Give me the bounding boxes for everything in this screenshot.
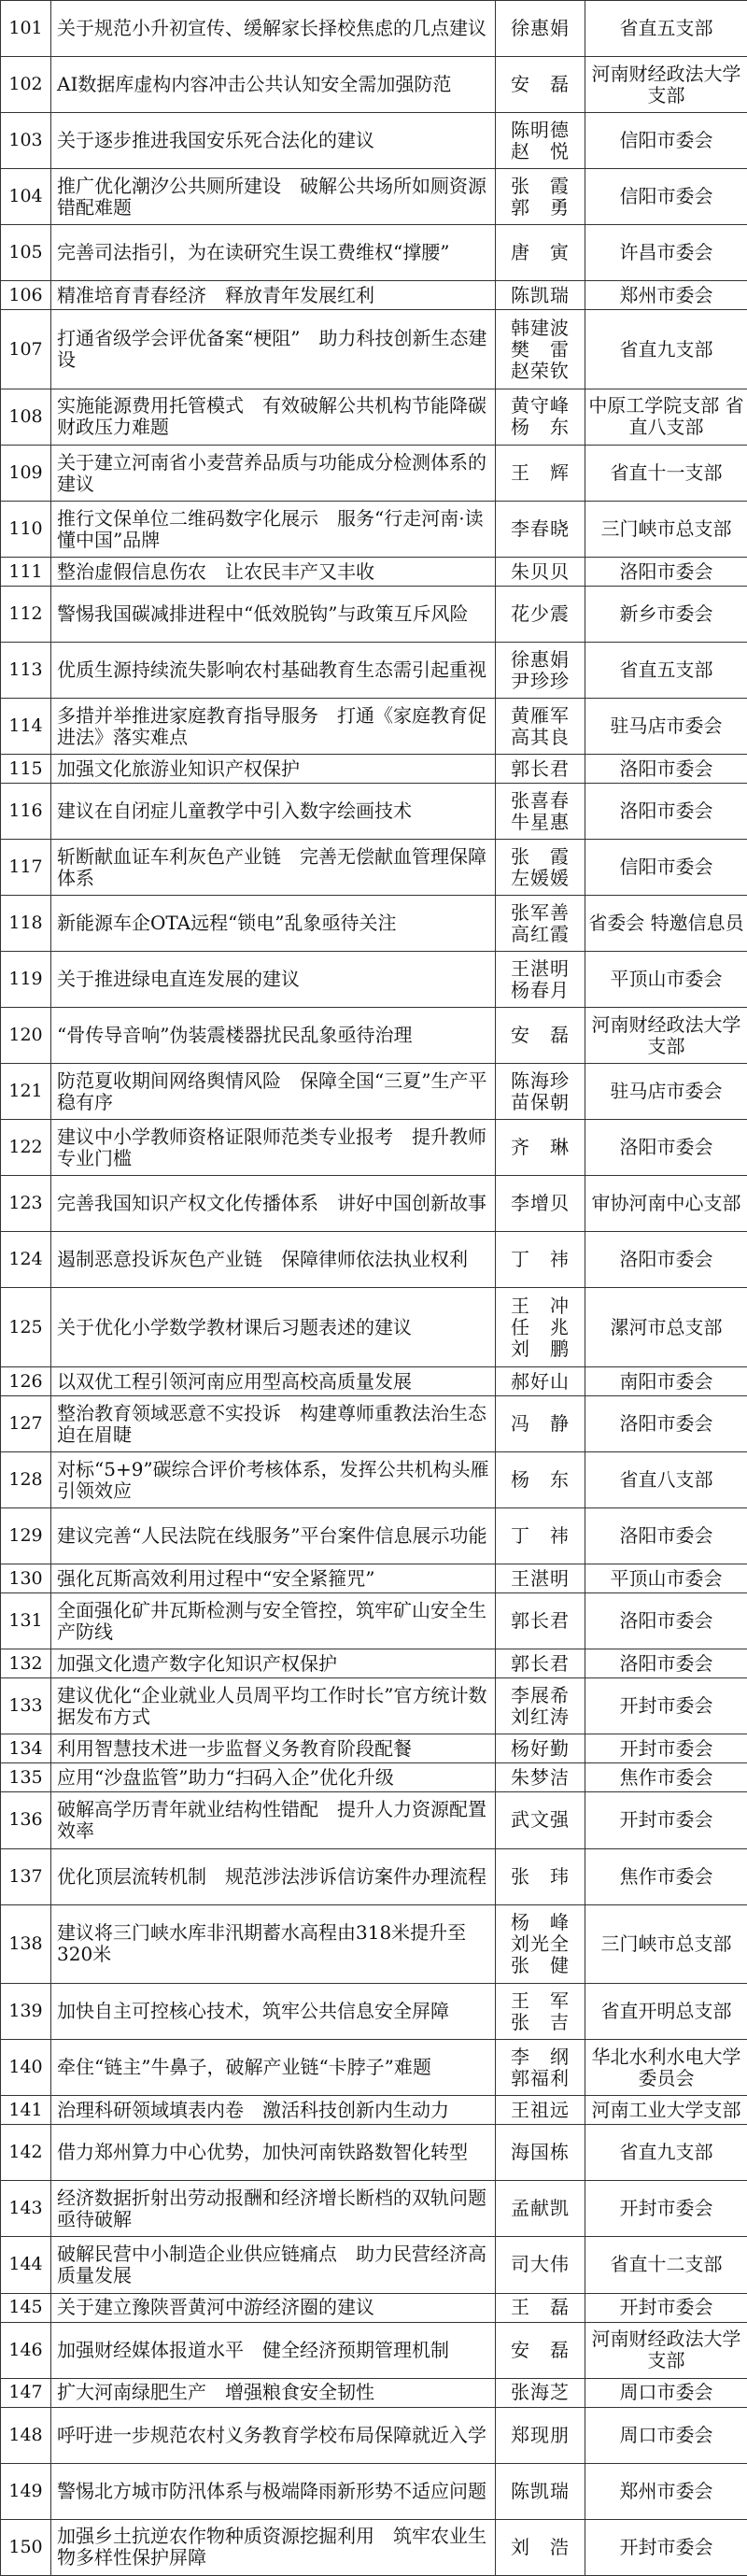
table-row <box>1 952 747 1008</box>
proposal-unit: 洛阳市委会 <box>585 1649 747 1678</box>
row-number: 123 <box>1 1176 51 1232</box>
row-number: 135 <box>1 1763 51 1792</box>
proposal-unit: 平顶山市委会 <box>585 1564 747 1593</box>
proposal-title: 多措并举推进家庭教育指导服务 打通《家庭教育促进法》落实难点 <box>51 699 496 755</box>
proposal-unit: 洛阳市委会 <box>585 1232 747 1288</box>
proposal-author: 郑现朋 <box>496 2407 585 2463</box>
proposal-unit: 南阳市委会 <box>585 1367 747 1396</box>
proposal-author: 花少震 <box>496 587 585 643</box>
table-row <box>1 2463 747 2519</box>
row-number: 146 <box>1 2322 51 2378</box>
table-row <box>1 1120 747 1176</box>
row-number: 122 <box>1 1120 51 1176</box>
row-number: 142 <box>1 2125 51 2181</box>
row-number: 112 <box>1 587 51 643</box>
proposal-title: 加强文化遗产数字化知识产权保护 <box>51 1649 496 1678</box>
proposal-author: 杨 东 <box>496 1452 585 1508</box>
row-number: 107 <box>1 310 51 389</box>
row-number: 116 <box>1 784 51 840</box>
table-row <box>1 2407 747 2463</box>
proposal-unit: 郑州市委会 <box>585 2463 747 2519</box>
table-row <box>1 784 747 840</box>
proposal-author: 朱贝贝 <box>496 558 585 587</box>
table-row <box>1 2293 747 2322</box>
row-number: 138 <box>1 1904 51 1984</box>
table-row <box>1 1649 747 1678</box>
row-number: 119 <box>1 952 51 1008</box>
row-number: 131 <box>1 1593 51 1649</box>
proposal-title: 警惕我国碳减排进程中“低效脱钩”与政策互斥风险 <box>51 587 496 643</box>
proposal-author: 陈明德 赵 悦 <box>496 113 585 169</box>
proposal-unit: 洛阳市委会 <box>585 1508 747 1564</box>
row-number: 132 <box>1 1649 51 1678</box>
table-row <box>1 1 747 57</box>
row-number: 110 <box>1 502 51 558</box>
table-row <box>1 169 747 225</box>
row-number: 120 <box>1 1008 51 1064</box>
table-row <box>1 1734 747 1763</box>
proposal-title: 强化瓦斯高效利用过程中“安全紧箍咒” <box>51 1564 496 1593</box>
proposal-author: 王 冲 任 兆 刘 鹏 <box>496 1288 585 1367</box>
proposal-unit: 省直开明总支部 <box>585 1984 747 2040</box>
row-number: 129 <box>1 1508 51 1564</box>
proposal-unit: 省直九支部 <box>585 2125 747 2181</box>
row-number: 101 <box>1 1 51 57</box>
proposal-author: 郝好山 <box>496 1367 585 1396</box>
proposal-author: 王湛明 杨春月 <box>496 952 585 1008</box>
row-number: 145 <box>1 2293 51 2322</box>
proposal-title: 建议优化“企业就业人员周平均工作时长”官方统计数据发布方式 <box>51 1678 496 1734</box>
row-number: 128 <box>1 1452 51 1508</box>
table-row <box>1 2519 747 2575</box>
proposal-author: 王祖远 <box>496 2096 585 2125</box>
proposal-author: 黄雁军 高其良 <box>496 699 585 755</box>
row-number: 141 <box>1 2096 51 2125</box>
row-number: 117 <box>1 840 51 896</box>
proposal-unit: 新乡市委会 <box>585 587 747 643</box>
proposal-title: 关于逐步推进我国安乐死合法化的建议 <box>51 113 496 169</box>
proposal-unit: 焦作市委会 <box>585 1763 747 1792</box>
proposal-table-body <box>1 1 747 2576</box>
proposal-title: 完善司法指引，为在读研究生误工费维权“撑腰” <box>51 225 496 281</box>
row-number: 125 <box>1 1288 51 1367</box>
proposal-unit: 信阳市委会 <box>585 169 747 225</box>
proposal-author: 丁 祎 <box>496 1508 585 1564</box>
proposal-unit: 中原工学院支部 省直八支部 <box>585 389 747 445</box>
proposal-author: 海国栋 <box>496 2125 585 2181</box>
proposal-author: 杨好勤 <box>496 1734 585 1763</box>
proposal-unit: 周口市委会 <box>585 2378 747 2407</box>
row-number: 126 <box>1 1367 51 1396</box>
table-row <box>1 840 747 896</box>
proposal-unit: 漯河市总支部 <box>585 1288 747 1367</box>
table-row <box>1 1763 747 1792</box>
table-row <box>1 2125 747 2181</box>
proposal-title: 加强财经媒体报道水平 健全经济预期管理机制 <box>51 2322 496 2378</box>
proposal-title: 完善我国知识产权文化传播体系 讲好中国创新故事 <box>51 1176 496 1232</box>
proposal-unit: 省直十二支部 <box>585 2237 747 2293</box>
proposal-unit: 信阳市委会 <box>585 840 747 896</box>
table-row <box>1 2237 747 2293</box>
row-number: 111 <box>1 558 51 587</box>
proposal-author: 郭长君 <box>496 1593 585 1649</box>
proposal-unit: 审协河南中心支部 <box>585 1176 747 1232</box>
row-number: 102 <box>1 57 51 113</box>
proposal-author: 杨 峰 刘光全 张 健 <box>496 1904 585 1984</box>
proposal-unit: 河南财经政法大学支部 <box>585 1008 747 1064</box>
proposal-title: 以双优工程引领河南应用型高校高质量发展 <box>51 1367 496 1396</box>
proposal-unit: 省委会 特邀信息员 <box>585 896 747 952</box>
proposal-unit: 平顶山市委会 <box>585 952 747 1008</box>
proposal-unit: 洛阳市委会 <box>585 755 747 784</box>
proposal-unit: 省直十一支部 <box>585 446 747 502</box>
table-row <box>1 2040 747 2096</box>
table-row <box>1 57 747 113</box>
proposal-unit: 开封市委会 <box>585 1734 747 1763</box>
proposal-author: 刘 浩 <box>496 2519 585 2575</box>
row-number: 150 <box>1 2519 51 2575</box>
proposal-title: 加快自主可控核心技术，筑牢公共信息安全屏障 <box>51 1984 496 2040</box>
table-row <box>1 281 747 310</box>
proposal-title: 加强文化旅游业知识产权保护 <box>51 755 496 784</box>
proposal-author: 王 军 张 吉 <box>496 1984 585 2040</box>
table-row <box>1 1508 747 1564</box>
proposal-author: 齐 琳 <box>496 1120 585 1176</box>
table-row <box>1 1176 747 1232</box>
table-row <box>1 1593 747 1649</box>
proposal-title: AI数据库虚构内容冲击公共认知安全需加强防范 <box>51 57 496 113</box>
row-number: 134 <box>1 1734 51 1763</box>
proposal-author: 徐惠娟 尹珍珍 <box>496 643 585 699</box>
proposal-author: 冯 静 <box>496 1396 585 1452</box>
row-number: 114 <box>1 699 51 755</box>
row-number: 136 <box>1 1792 51 1848</box>
row-number: 124 <box>1 1232 51 1288</box>
proposal-title: 关于优化小学数学教材课后习题表述的建议 <box>51 1288 496 1367</box>
proposal-title: 关于建立豫陕晋黄河中游经济圈的建议 <box>51 2293 496 2322</box>
proposal-author: 郭长君 <box>496 1649 585 1678</box>
row-number: 127 <box>1 1396 51 1452</box>
proposal-unit: 省直八支部 <box>585 1452 747 1508</box>
proposal-unit: 驻马店市委会 <box>585 699 747 755</box>
row-number: 149 <box>1 2463 51 2519</box>
row-number: 113 <box>1 643 51 699</box>
proposal-title: 治理科研领域填表内卷 激活科技创新内生动力 <box>51 2096 496 2125</box>
proposal-title: 破解高学历青年就业结构性错配 提升人力资源配置效率 <box>51 1792 496 1848</box>
table-row <box>1 1367 747 1396</box>
proposal-unit: 驻马店市委会 <box>585 1064 747 1120</box>
table-row <box>1 1232 747 1288</box>
proposal-title: “骨传导音响”伪装震楼器扰民乱象亟待治理 <box>51 1008 496 1064</box>
proposal-author: 安 磊 <box>496 57 585 113</box>
row-number: 139 <box>1 1984 51 2040</box>
proposal-unit: 河南财经政法大学支部 <box>585 2322 747 2378</box>
row-number: 147 <box>1 2378 51 2407</box>
proposal-unit: 开封市委会 <box>585 2293 747 2322</box>
proposal-title: 应用“沙盘监管”助力“扫码入企”优化升级 <box>51 1763 496 1792</box>
proposal-title: 借力郑州算力中心优势，加快河南铁路数智化转型 <box>51 2125 496 2181</box>
proposal-author: 陈凯瑞 <box>496 281 585 310</box>
proposal-author: 陈凯瑞 <box>496 2463 585 2519</box>
proposal-unit: 开封市委会 <box>585 1678 747 1734</box>
proposal-title: 整治虚假信息伤农 让农民丰产又丰收 <box>51 558 496 587</box>
proposal-author: 张 霞 左媛媛 <box>496 840 585 896</box>
table-row <box>1 1984 747 2040</box>
proposal-author: 黄守峰 杨 东 <box>496 389 585 445</box>
table-row <box>1 755 747 784</box>
table-row <box>1 310 747 389</box>
row-number: 104 <box>1 169 51 225</box>
proposal-title: 关于推进绿电直连发展的建议 <box>51 952 496 1008</box>
proposal-author: 李展希 刘红涛 <box>496 1678 585 1734</box>
proposal-title: 全面强化矿井瓦斯检测与安全管控，筑牢矿山安全生产防线 <box>51 1593 496 1649</box>
proposal-author: 丁 祎 <box>496 1232 585 1288</box>
table-row <box>1 1678 747 1734</box>
proposal-unit: 河南工业大学支部 <box>585 2096 747 2125</box>
table-row <box>1 1396 747 1452</box>
proposal-unit: 洛阳市委会 <box>585 1120 747 1176</box>
table-row <box>1 1008 747 1064</box>
proposal-author: 司大伟 <box>496 2237 585 2293</box>
proposal-author: 朱梦洁 <box>496 1763 585 1792</box>
proposal-author: 李春晓 <box>496 502 585 558</box>
table-row <box>1 1288 747 1367</box>
proposal-author: 孟献凯 <box>496 2181 585 2237</box>
table-row <box>1 1848 747 1904</box>
proposal-title: 对标“5+9”碳综合评价考核体系，发挥公共机构头雁引领效应 <box>51 1452 496 1508</box>
table-row <box>1 643 747 699</box>
proposal-unit: 郑州市委会 <box>585 281 747 310</box>
row-number: 121 <box>1 1064 51 1120</box>
proposal-title: 优质生源持续流失影响农村基础教育生态需引起重视 <box>51 643 496 699</box>
proposal-unit: 许昌市委会 <box>585 225 747 281</box>
proposal-title: 建议将三门峡水库非汛期蓄水高程由318米提升至320米 <box>51 1904 496 1984</box>
proposal-author: 王 辉 <box>496 446 585 502</box>
row-number: 108 <box>1 389 51 445</box>
table-row <box>1 502 747 558</box>
proposal-title: 斩断献血证车利灰色产业链 完善无偿献血管理保障体系 <box>51 840 496 896</box>
table-row <box>1 2378 747 2407</box>
row-number: 105 <box>1 225 51 281</box>
proposal-author: 张喜春 牛星惠 <box>496 784 585 840</box>
row-number: 133 <box>1 1678 51 1734</box>
proposal-author: 张海芝 <box>496 2378 585 2407</box>
proposal-unit: 开封市委会 <box>585 2181 747 2237</box>
proposal-unit: 开封市委会 <box>585 1792 747 1848</box>
table-row <box>1 587 747 643</box>
row-number: 137 <box>1 1848 51 1904</box>
table-row <box>1 2322 747 2378</box>
proposal-author: 李增贝 <box>496 1176 585 1232</box>
proposal-unit: 河南财经政法大学支部 <box>585 57 747 113</box>
proposal-title: 牵住“链主”牛鼻子，破解产业链“卡脖子”难题 <box>51 2040 496 2096</box>
proposal-unit: 洛阳市委会 <box>585 558 747 587</box>
proposal-unit: 省直五支部 <box>585 1 747 57</box>
proposal-unit: 省直九支部 <box>585 310 747 389</box>
proposal-title: 扩大河南绿肥生产 增强粮食安全韧性 <box>51 2378 496 2407</box>
proposal-unit: 洛阳市委会 <box>585 1593 747 1649</box>
table-row <box>1 1064 747 1120</box>
row-number: 144 <box>1 2237 51 2293</box>
table-row <box>1 389 747 445</box>
proposal-title: 建议在自闭症儿童教学中引入数字绘画技术 <box>51 784 496 840</box>
row-number: 148 <box>1 2407 51 2463</box>
table-row <box>1 1792 747 1848</box>
table-row <box>1 446 747 502</box>
proposal-unit: 信阳市委会 <box>585 113 747 169</box>
proposal-author: 王湛明 <box>496 1564 585 1593</box>
proposal-title: 关于规范小升初宣传、缓解家长择校焦虑的几点建议 <box>51 1 496 57</box>
proposal-title: 推广优化潮汐公共厕所建设 破解公共场所如厕资源错配难题 <box>51 169 496 225</box>
proposal-author: 安 磊 <box>496 1008 585 1064</box>
proposal-title: 警惕北方城市防汛体系与极端降雨新形势不适应问题 <box>51 2463 496 2519</box>
table-row <box>1 2096 747 2125</box>
row-number: 106 <box>1 281 51 310</box>
proposal-title: 利用智慧技术进一步监督义务教育阶段配餐 <box>51 1734 496 1763</box>
proposal-unit: 周口市委会 <box>585 2407 747 2463</box>
proposal-author: 张军善 高红霞 <box>496 896 585 952</box>
row-number: 109 <box>1 446 51 502</box>
row-number: 130 <box>1 1564 51 1593</box>
proposal-author: 安 磊 <box>496 2322 585 2378</box>
proposal-title: 建议中小学教师资格证限师范类专业报考 提升教师专业门槛 <box>51 1120 496 1176</box>
table-row <box>1 558 747 587</box>
proposal-title: 精准培育青春经济 释放青年发展红利 <box>51 281 496 310</box>
row-number: 140 <box>1 2040 51 2096</box>
table-row <box>1 699 747 755</box>
row-number: 103 <box>1 113 51 169</box>
proposal-title: 实施能源费用托管模式 有效破解公共机构节能降碳财政压力难题 <box>51 389 496 445</box>
proposal-title: 防范夏收期间网络舆情风险 保障全国“三夏”生产平稳有序 <box>51 1064 496 1120</box>
proposal-title: 呼吁进一步规范农村义务教育学校布局保障就近入学 <box>51 2407 496 2463</box>
proposal-title: 加强乡土抗逆农作物种质资源挖掘利用 筑牢农业生物多样性保护屏障 <box>51 2519 496 2575</box>
proposal-unit: 华北水利水电大学委员会 <box>585 2040 747 2096</box>
row-number: 115 <box>1 755 51 784</box>
proposal-author: 武文强 <box>496 1792 585 1848</box>
proposal-title: 新能源车企OTA远程“锁电”乱象亟待关注 <box>51 896 496 952</box>
proposal-title: 建议完善“人民法院在线服务”平台案件信息展示功能 <box>51 1508 496 1564</box>
proposal-author: 陈海珍 苗保朝 <box>496 1064 585 1120</box>
proposal-author: 唐 寅 <box>496 225 585 281</box>
proposal-author: 徐惠娟 <box>496 1 585 57</box>
row-number: 143 <box>1 2181 51 2237</box>
proposal-title: 关于建立河南省小麦营养品质与功能成分检测体系的建议 <box>51 446 496 502</box>
proposal-author: 张 霞 郭 勇 <box>496 169 585 225</box>
proposal-title: 优化顶层流转机制 规范涉法涉诉信访案件办理流程 <box>51 1848 496 1904</box>
table-row <box>1 2181 747 2237</box>
table-row <box>1 1904 747 1984</box>
row-number: 118 <box>1 896 51 952</box>
table-row <box>1 1564 747 1593</box>
proposal-author: 李 纲 郭福利 <box>496 2040 585 2096</box>
table-row <box>1 225 747 281</box>
proposal-unit: 洛阳市委会 <box>585 784 747 840</box>
proposal-unit: 三门峡市总支部 <box>585 1904 747 1984</box>
proposal-author: 王 磊 <box>496 2293 585 2322</box>
proposal-unit: 开封市委会 <box>585 2519 747 2575</box>
proposal-title: 打通省级学会评优备案“梗阻” 助力科技创新生态建设 <box>51 310 496 389</box>
proposal-unit: 焦作市委会 <box>585 1848 747 1904</box>
proposal-author: 张 玮 <box>496 1848 585 1904</box>
table-row <box>1 113 747 169</box>
table-row <box>1 1452 747 1508</box>
proposal-unit: 三门峡市总支部 <box>585 502 747 558</box>
proposal-author: 郭长君 <box>496 755 585 784</box>
proposal-title: 整治教育领域恶意不实投诉 构建尊师重教法治生态迫在眉睫 <box>51 1396 496 1452</box>
proposal-title: 经济数据折射出劳动报酬和经济增长断档的双轨问题亟待破解 <box>51 2181 496 2237</box>
proposal-unit: 省直五支部 <box>585 643 747 699</box>
proposal-title: 破解民营中小制造企业供应链痛点 助力民营经济高质量发展 <box>51 2237 496 2293</box>
proposal-unit: 洛阳市委会 <box>585 1396 747 1452</box>
proposal-title: 推行文保单位二维码数字化展示 服务“行走河南·读懂中国”品牌 <box>51 502 496 558</box>
proposal-author: 韩建波 樊 雷 赵荣钦 <box>496 310 585 389</box>
table-row <box>1 896 747 952</box>
proposal-title: 遏制恶意投诉灰色产业链 保障律师依法执业权利 <box>51 1232 496 1288</box>
